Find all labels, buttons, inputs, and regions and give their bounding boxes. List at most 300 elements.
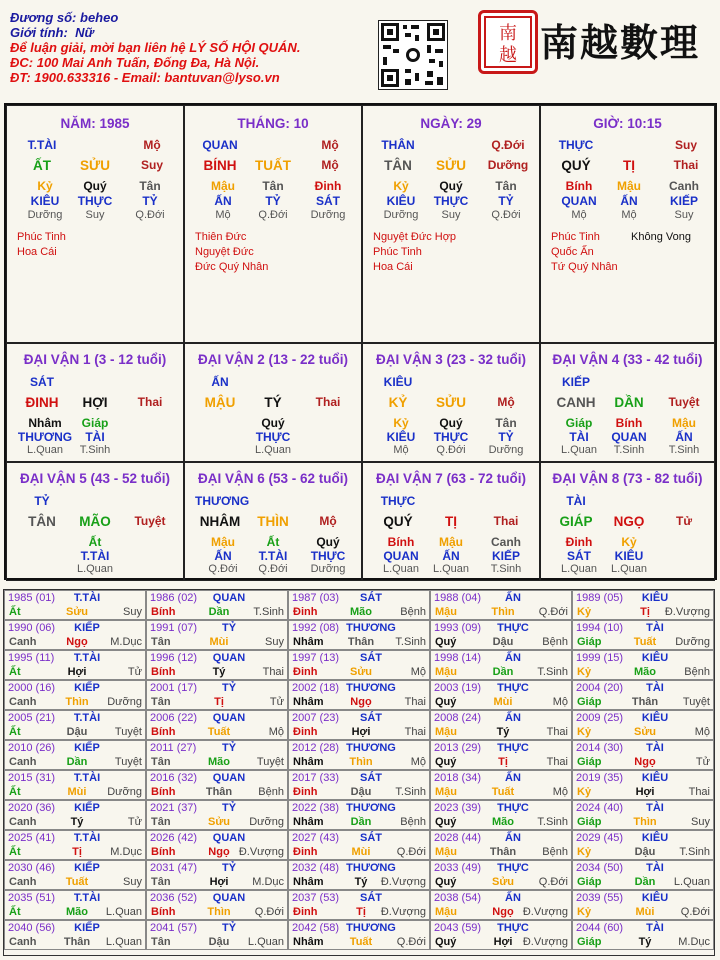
- year-stage: Dưỡng: [249, 816, 284, 828]
- year-stem: Mậu: [435, 786, 457, 798]
- year-branch: Tị: [72, 846, 82, 858]
- pillar-god-stage: Suy: [674, 138, 697, 152]
- hidden-stem: L.Quan: [560, 563, 598, 575]
- hidden-stem: TÀI: [569, 430, 589, 444]
- year-cell: [288, 650, 430, 680]
- hidden-stem: THỰC: [255, 430, 291, 444]
- hidden-stem: TỶ: [142, 194, 158, 208]
- pillar-cell: [362, 105, 540, 343]
- dai-van-god: TÀI: [566, 494, 586, 508]
- year-stem: Đinh: [293, 666, 318, 678]
- year-stem: Ất: [9, 786, 21, 798]
- year-stem: Ất: [9, 846, 21, 858]
- year-label: 2013 (29): [434, 742, 482, 754]
- year-stem: Giáp: [577, 756, 602, 768]
- year-cell: [146, 860, 288, 890]
- year-god: ẤN: [505, 652, 521, 664]
- year-cell: [146, 650, 288, 680]
- year-cell: [572, 770, 714, 800]
- year-stem: Tân: [151, 876, 171, 888]
- pillar-title: THÁNG: 10: [237, 116, 309, 131]
- year-cell: [4, 710, 146, 740]
- year-cell: [288, 620, 430, 650]
- year-god: QUAN: [212, 592, 246, 604]
- year-label: 2004 (20): [576, 682, 624, 694]
- year-cell: [4, 860, 146, 890]
- year-label: 2015 (31): [8, 772, 56, 784]
- year-branch: Thân: [489, 846, 517, 858]
- year-stem: Kỷ: [577, 786, 592, 798]
- year-stage: Thai: [546, 756, 568, 768]
- year-branch: Ngọ: [208, 846, 230, 858]
- year-stem: Tân: [151, 756, 171, 768]
- hidden-stem: L.Quan: [610, 563, 648, 575]
- year-cell: [4, 680, 146, 710]
- shen-sha-star: Hoa Cái: [373, 261, 413, 273]
- year-stem: Tân: [151, 816, 171, 828]
- hidden-stem: THỰC: [77, 194, 113, 208]
- contact-line: Để luận giải, mời bạn liên hệ LÝ SỐ HỘI QUÁN.: [10, 40, 301, 55]
- year-cell: [4, 620, 146, 650]
- dai-van-branch: TỊ: [445, 514, 457, 529]
- year-stem: Nhâm: [293, 816, 324, 828]
- year-god: ẤN: [505, 772, 521, 784]
- year-god: SÁT: [360, 592, 382, 604]
- year-stage: Tử: [695, 756, 710, 768]
- year-label: 2019 (35): [576, 772, 624, 784]
- year-branch: Tuất: [207, 726, 231, 738]
- shen-sha-star: Nguyệt Đức: [195, 246, 254, 258]
- year-stage: Q.Đới: [680, 906, 710, 918]
- hidden-stem: Q.Đới: [208, 563, 238, 575]
- hidden-stem: Canh: [669, 179, 699, 193]
- hidden-stem: L.Quan: [382, 563, 420, 575]
- dai-van-title: ĐẠI VẬN 1 (3 - 12 tuổi): [23, 352, 167, 367]
- year-stage: Bệnh: [400, 606, 426, 618]
- year-god: T.TÀI: [73, 892, 101, 904]
- year-god: SÁT: [360, 832, 382, 844]
- year-stage: L.Quan: [105, 936, 142, 948]
- year-branch: Mùi: [67, 786, 87, 798]
- year-god: TÀI: [646, 802, 664, 814]
- year-god: THỰC: [497, 682, 529, 694]
- hidden-stem: T.Sinh: [490, 563, 522, 575]
- year-cell: [430, 830, 572, 860]
- dai-van-god: THƯƠNG: [195, 494, 250, 508]
- dai-van-cell: [6, 343, 184, 462]
- year-god: KIÊU: [641, 892, 669, 904]
- year-god: KIẾP: [74, 802, 100, 814]
- year-label: 1995 (11): [8, 652, 55, 664]
- year-branch: Tị: [214, 696, 224, 708]
- year-stem: Mậu: [435, 606, 457, 618]
- year-branch: Mão: [208, 756, 230, 768]
- year-god: KIÊU: [641, 832, 669, 844]
- year-stem: Quý: [435, 816, 457, 828]
- year-label: 2031 (47): [150, 862, 198, 874]
- pillar-branch: TUẤT: [255, 158, 291, 173]
- year-stage: T.Sinh: [395, 786, 426, 798]
- year-label: 2006 (22): [150, 712, 198, 724]
- dai-van-god: TỶ: [34, 494, 50, 508]
- year-label: 2000 (16): [8, 682, 56, 694]
- pillar-branch: TỊ: [623, 158, 635, 173]
- year-label: 2040 (56): [8, 922, 56, 934]
- hidden-stem: Tân: [495, 179, 517, 193]
- pillar-stage: Thai: [673, 158, 699, 172]
- year-stage: Suy: [123, 876, 142, 888]
- year-stage: L.Quan: [105, 906, 142, 918]
- year-branch: Tý: [354, 876, 368, 888]
- year-cell: [430, 890, 572, 920]
- hidden-stem: Đinh: [314, 179, 342, 193]
- year-god: TỶ: [221, 802, 237, 814]
- hidden-stem: Quý: [439, 179, 463, 193]
- owner-line: Đương số: beheo: [10, 10, 119, 25]
- year-god: ẤN: [505, 592, 521, 604]
- dai-van-branch: MÃO: [79, 514, 111, 529]
- year-label: 1993 (09): [434, 622, 482, 634]
- year-god: TÀI: [646, 622, 664, 634]
- year-cell: [572, 800, 714, 830]
- year-stage: Tử: [127, 666, 142, 678]
- pillar-title: NGÀY: 29: [420, 116, 482, 131]
- dai-van-god: THỰC: [380, 494, 416, 508]
- hidden-stem: Đinh: [565, 535, 593, 549]
- pillar-god: THỰC: [558, 138, 594, 152]
- year-stem: Tân: [151, 696, 171, 708]
- dai-van-stem: MẬU: [204, 395, 236, 410]
- year-god: TÀI: [646, 862, 664, 874]
- pillar-god: THÂN: [381, 138, 415, 152]
- year-branch: Tý: [496, 726, 510, 738]
- year-god: ẤN: [505, 892, 521, 904]
- hidden-stem: Bính: [615, 416, 643, 430]
- hidden-stem: Nhâm: [28, 416, 62, 430]
- year-god: KIẾP: [74, 742, 100, 754]
- year-stage: Q.Đới: [538, 606, 568, 618]
- hidden-stem: QUAN: [611, 430, 647, 444]
- year-cell: [572, 590, 714, 620]
- year-stage: Mộ: [694, 726, 710, 738]
- hidden-stem: Dưỡng: [383, 209, 419, 221]
- hidden-stem: T.Sinh: [613, 444, 645, 456]
- year-stem: Kỷ: [577, 666, 592, 678]
- year-stage: L.Quan: [247, 936, 284, 948]
- year-stem: Giáp: [577, 936, 602, 948]
- year-label: 2010 (26): [8, 742, 56, 754]
- year-stem: Đinh: [293, 786, 318, 798]
- dai-van-title: ĐẠI VẬN 4 (33 - 42 tuổi): [552, 352, 703, 367]
- year-label: 2029 (45): [576, 832, 624, 844]
- year-god: TỶ: [221, 682, 237, 694]
- pillar-stem: TÂN: [384, 158, 412, 173]
- year-branch: Dậu: [350, 786, 372, 798]
- year-branch: Mùi: [493, 696, 513, 708]
- year-cell: [4, 650, 146, 680]
- hidden-stem: QUAN: [383, 549, 419, 563]
- year-label: 2009 (25): [576, 712, 624, 724]
- year-branch: Ngọ: [66, 636, 88, 648]
- year-branch: Sửu: [633, 726, 657, 738]
- year-cell: [572, 680, 714, 710]
- year-branch: Thìn: [65, 696, 89, 708]
- hidden-stem: ẤN: [214, 194, 232, 208]
- dai-van-title: ĐẠI VẬN 2 (13 - 22 tuổi): [197, 352, 349, 367]
- year-label: 2025 (41): [8, 832, 56, 844]
- year-stem: Nhâm: [293, 876, 324, 888]
- hidden-stem: T.TÀI: [258, 549, 288, 563]
- hidden-stem: Mậu: [439, 535, 463, 549]
- dai-van-branch: SỬU: [436, 395, 466, 410]
- year-cell: [572, 620, 714, 650]
- dai-van-stem: GIÁP: [559, 514, 593, 529]
- shen-sha-star: Đức Quý Nhân: [195, 261, 269, 273]
- pillar-stage: Mộ: [321, 158, 339, 172]
- year-branch: Thìn: [349, 756, 373, 768]
- year-god: TÀI: [646, 682, 664, 694]
- dai-van-cell: [362, 343, 540, 462]
- year-stage: Đ.Vượng: [522, 936, 568, 948]
- hidden-stem: Mậu: [211, 535, 235, 549]
- year-branch: Dần: [350, 816, 372, 828]
- year-cell: [146, 800, 288, 830]
- year-cell: [146, 740, 288, 770]
- year-stage: Thai: [404, 696, 426, 708]
- dai-van-title: ĐẠI VẬN 7 (63 - 72 tuổi): [375, 471, 527, 486]
- year-cell: [430, 710, 572, 740]
- year-god: KIẾP: [74, 862, 100, 874]
- dai-van-cell: [540, 343, 715, 462]
- hidden-stem: Tân: [139, 179, 161, 193]
- year-cell: [4, 890, 146, 920]
- year-label: 1997 (13): [292, 652, 340, 664]
- year-god: KIẾP: [74, 682, 100, 694]
- hidden-stem: Q.Đới: [258, 209, 288, 221]
- year-stem: Quý: [435, 876, 457, 888]
- year-branch: Tuất: [65, 876, 89, 888]
- dai-van-stage: Tuyệt: [134, 514, 166, 528]
- hidden-stem: Canh: [491, 535, 521, 549]
- year-cell: [430, 740, 572, 770]
- year-stem: Quý: [435, 636, 457, 648]
- year-label: 2044 (60): [576, 922, 624, 934]
- year-stem: Giáp: [577, 816, 602, 828]
- year-god: T.TÀI: [73, 712, 101, 724]
- hidden-stem: Giáp: [81, 416, 109, 430]
- year-god: THƯƠNG: [346, 802, 396, 814]
- year-stage: Tuyệt: [114, 756, 142, 768]
- hidden-stem: ẤN: [620, 194, 638, 208]
- year-label: 2023 (39): [434, 802, 482, 814]
- year-stem: Nhâm: [293, 696, 324, 708]
- hidden-stem: SÁT: [316, 194, 340, 208]
- year-stem: Đinh: [293, 906, 318, 918]
- hidden-stem: TỶ: [498, 430, 514, 444]
- year-label: 2027 (43): [292, 832, 340, 844]
- year-stage: L.Quan: [673, 876, 710, 888]
- year-cell: [288, 860, 430, 890]
- year-cell: [4, 770, 146, 800]
- year-label: 1998 (14): [434, 652, 482, 664]
- year-stage: Thai: [546, 726, 568, 738]
- hidden-stem: Dưỡng: [310, 563, 346, 575]
- year-label: 1988 (04): [434, 592, 482, 604]
- year-branch: Ngọ: [350, 696, 372, 708]
- year-god: THỰC: [497, 622, 529, 634]
- year-god: QUAN: [212, 832, 246, 844]
- year-label: 2001 (17): [150, 682, 198, 694]
- dai-van-stage: Mộ: [497, 395, 515, 409]
- hidden-stem: Q.Đới: [258, 563, 288, 575]
- year-cell: [146, 770, 288, 800]
- year-label: 1996 (12): [150, 652, 198, 664]
- year-cell: [430, 800, 572, 830]
- pillar-cell: [540, 105, 715, 343]
- hidden-stem: THỰC: [433, 194, 469, 208]
- hidden-stem: Tân: [495, 416, 517, 430]
- hidden-stem: Kỷ: [37, 179, 53, 193]
- logo-calligraphy: 南越數理: [540, 20, 701, 65]
- year-label: 1994 (10): [576, 622, 624, 634]
- year-stage: M.Dục: [252, 876, 284, 888]
- year-god: QUAN: [212, 892, 246, 904]
- year-branch: Dần: [492, 666, 514, 678]
- year-branch: Tuất: [633, 636, 657, 648]
- year-god: TỶ: [221, 862, 237, 874]
- year-branch: Dần: [208, 606, 230, 618]
- year-god: QUAN: [212, 652, 246, 664]
- year-stage: Tử: [269, 696, 284, 708]
- year-branch: Ngọ: [492, 906, 514, 918]
- year-label: 1987 (03): [292, 592, 340, 604]
- annual-years-table: [3, 589, 715, 956]
- dai-van-stem: QUÝ: [383, 514, 413, 529]
- dai-van-cell: [540, 462, 715, 581]
- hidden-stem: Tân: [262, 179, 284, 193]
- year-label: 2024 (40): [576, 802, 624, 814]
- year-cell: [4, 800, 146, 830]
- year-label: 2034 (50): [576, 862, 624, 874]
- year-stage: Q.Đới: [396, 846, 426, 858]
- year-branch: Tý: [638, 936, 652, 948]
- year-branch: Mão: [350, 606, 372, 618]
- year-stage: Suy: [691, 816, 710, 828]
- year-stem: Canh: [9, 816, 37, 828]
- year-god: T.TÀI: [73, 592, 101, 604]
- year-god: T.TÀI: [73, 652, 101, 664]
- svg-text:越: 越: [499, 45, 517, 66]
- year-label: 2033 (49): [434, 862, 482, 874]
- year-cell: [572, 710, 714, 740]
- year-stage: Dưỡng: [107, 786, 142, 798]
- year-stem: Bính: [151, 906, 176, 918]
- year-god: TỶ: [221, 622, 237, 634]
- year-label: 1986 (02): [150, 592, 198, 604]
- year-god: TỶ: [221, 922, 237, 934]
- year-stage: M.Dục: [678, 936, 710, 948]
- hidden-stem: Suy: [85, 209, 105, 221]
- year-stem: Đinh: [293, 726, 318, 738]
- hidden-stem: Giáp: [565, 416, 593, 430]
- year-cell: [288, 770, 430, 800]
- year-stage: Tuyệt: [682, 696, 710, 708]
- year-god: T.TÀI: [73, 772, 101, 784]
- year-stem: Bính: [151, 666, 176, 678]
- year-cell: [572, 890, 714, 920]
- year-stem: Ất: [9, 726, 21, 738]
- hidden-stem: L.Quan: [560, 444, 598, 456]
- hidden-stem: Mậu: [211, 179, 235, 193]
- year-stem: Ất: [9, 906, 21, 918]
- year-label: 2011 (27): [150, 742, 197, 754]
- dai-van-branch: HỢI: [82, 395, 108, 410]
- year-god: THƯƠNG: [346, 622, 396, 634]
- dai-van-stage: Thai: [137, 395, 163, 409]
- year-branch: Dậu: [492, 636, 514, 648]
- year-god: TÀI: [646, 742, 664, 754]
- year-label: 1991 (07): [150, 622, 198, 634]
- shen-sha-star: Phúc Tinh: [17, 231, 66, 243]
- year-stem: Mậu: [435, 906, 457, 918]
- hidden-stem: Suy: [441, 209, 461, 221]
- year-stem: Mậu: [435, 726, 457, 738]
- year-branch: Ngọ: [634, 756, 656, 768]
- year-stem: Quý: [435, 936, 457, 948]
- year-god: THƯƠNG: [346, 922, 396, 934]
- year-label: 2017 (33): [292, 772, 340, 784]
- year-god: KIÊU: [641, 652, 669, 664]
- year-stage: Suy: [265, 636, 284, 648]
- year-branch: Tuất: [349, 936, 373, 948]
- year-cell: [572, 650, 714, 680]
- hidden-stem: Kỷ: [621, 535, 637, 549]
- dai-van-title: ĐẠI VẬN 8 (73 - 82 tuổi): [552, 471, 703, 486]
- year-stage: Đ.Vượng: [238, 846, 284, 858]
- year-label: 2043 (59): [434, 922, 482, 934]
- shen-sha-star: Hoa Cái: [17, 246, 57, 258]
- hidden-stem: Quý: [261, 416, 285, 430]
- year-god: THỰC: [497, 862, 529, 874]
- hidden-stem: QUAN: [561, 194, 597, 208]
- hidden-stem: L.Quan: [254, 444, 292, 456]
- hidden-stem: Quý: [316, 535, 340, 549]
- year-label: 2032 (48): [292, 862, 340, 874]
- year-label: 1990 (06): [8, 622, 56, 634]
- year-label: 2041 (57): [150, 922, 198, 934]
- hidden-stem: KIÊU: [386, 194, 416, 208]
- year-stem: Giáp: [577, 636, 602, 648]
- year-branch: Thìn: [633, 816, 657, 828]
- dai-van-cell: [184, 343, 362, 462]
- year-branch: Hợi: [635, 786, 655, 798]
- year-god: TỶ: [221, 742, 237, 754]
- year-label: 1989 (05): [576, 592, 624, 604]
- year-label: 2022 (38): [292, 802, 340, 814]
- year-god: SÁT: [360, 652, 382, 664]
- year-stem: Nhâm: [293, 756, 324, 768]
- year-stage: Q.Đới: [254, 906, 284, 918]
- hidden-stem: ẤN: [675, 430, 693, 444]
- year-label: 2002 (18): [292, 682, 340, 694]
- year-stage: Mộ: [552, 696, 568, 708]
- year-branch: Sửu: [491, 876, 515, 888]
- chart-grid: [4, 103, 717, 580]
- dai-van-god: KIÊU: [383, 375, 413, 389]
- year-branch: Mão: [66, 906, 88, 918]
- year-stem: Bính: [151, 846, 176, 858]
- year-stem: Nhâm: [293, 936, 324, 948]
